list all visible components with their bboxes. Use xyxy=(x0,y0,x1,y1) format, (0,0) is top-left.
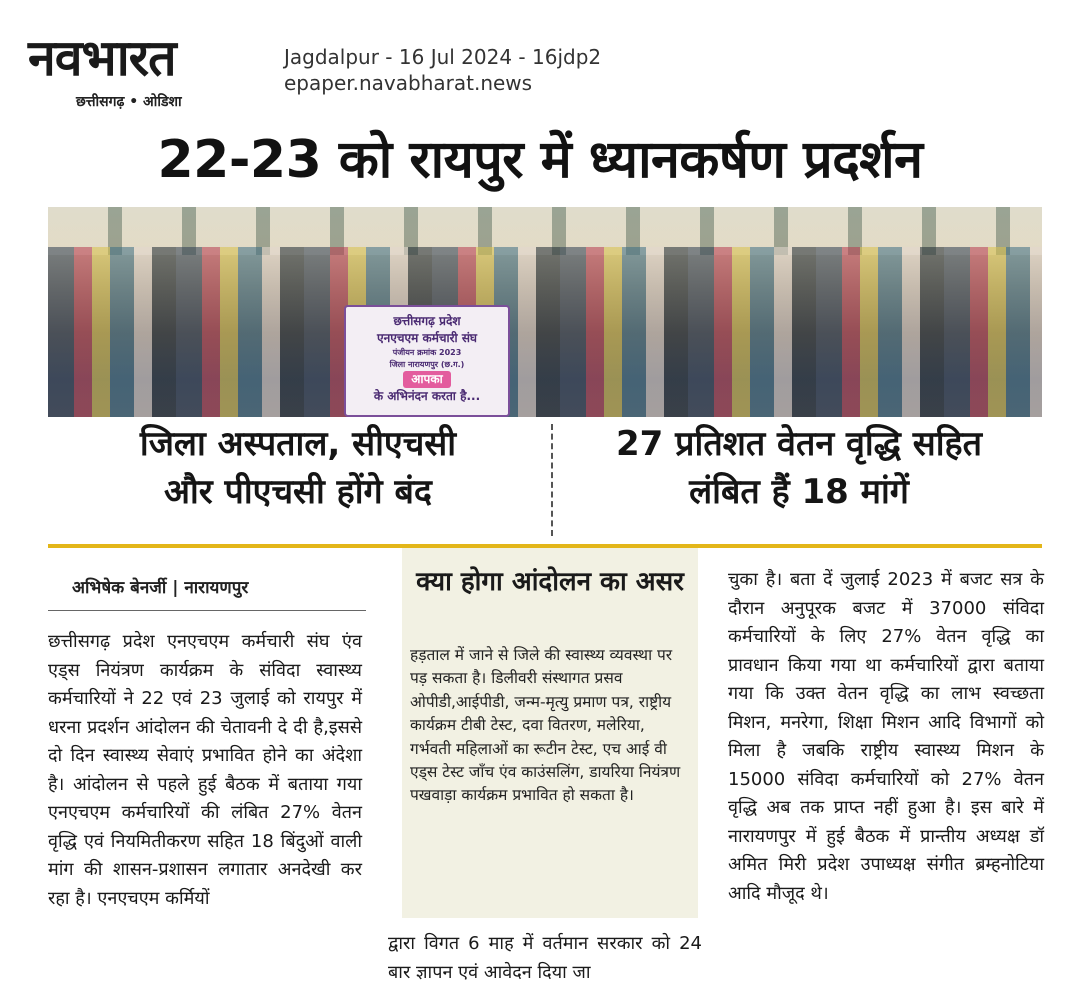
banner-line: के अभिनंदन करता है... xyxy=(373,389,481,403)
subheadline-line: जिला अस्पताल, सीएचसी xyxy=(139,424,457,464)
banner-line: आपका xyxy=(403,371,450,388)
subheadline-left xyxy=(48,420,548,516)
photo-crowd xyxy=(48,247,1042,417)
subheadline-line: और पीएचसी होंगे बंद xyxy=(164,472,432,512)
subheadline-line: लंबित हैं 18 मांगें xyxy=(689,472,909,512)
newspaper-region: छत्तीसगढ़ • ओडिशा xyxy=(76,94,182,110)
epaper-url: epaper.navabharat.news xyxy=(284,71,533,95)
sidebar-box-text: हड़ताल में जाने से जिले की स्वास्थ्य व्यवस्था पर पड़ सकता है। डिलीवरी संस्थागत प्रसव ओपीडी,आईपीडी, जन्म-मृत्यु प्रमाण पत्र, राष्ट्रीय कार्यक्रम टीबी टेस्ट, दवा वितरण, मलेरिया, गर्भवती महिलाओं का रूटीन टेस्ट, एच आई वी एड्स टेस्ट जाँच एंव काउंसलिंग, डायरिया नियंत्रण पखवाड़ा कार्यक्रम प्रभावित हो सकता है। xyxy=(410,646,681,805)
edition-line: Jagdalpur - 16 Jul 2024 - 16jdp2 xyxy=(284,45,602,69)
page-headline: 22-23 को रायपुर में ध्यानकर्षण प्रदर्शन xyxy=(157,130,923,190)
banner-line: एनएचएम कर्मचारी संघ xyxy=(376,331,478,345)
banner-line: पंजीयन क्रमांक 2023 xyxy=(392,348,462,357)
edition-info xyxy=(284,44,601,96)
article-column-left: छत्तीसगढ़ प्रदेश एनएचएम कर्मचारी संघ एंव एड्स नियंत्रण कार्यक्रम के संविदा स्वास्थ्य कर्मचारियों ने 22 एवं 23 जुलाई को रायपुर में धरना प्रदर्शन आंदोलन की चेतावनी दे दी है,इससे दो दिन स्वास्थ्य सेवाएं प्रभावित होने का अंदेशा है। आंदोलन से पहले हुई बैठक में बताया गया एनएचएम कर्मचारियों की लंबित 27% वेतन वृद्धि एवं नियमितीकरण सहित 18 बिंदुओं वाली मांग की शासन-प्रशासन लगातार अनदेखी कर रहा है। एनएचएम कर्मियों xyxy=(48,631,362,909)
newspaper-logo: नवभारत xyxy=(28,29,176,87)
sidebar-box xyxy=(402,548,698,918)
byline-rule xyxy=(48,610,366,611)
sidebar-box-title: क्या होगा आंदोलन का असर xyxy=(416,567,684,597)
banner-line: जिला नारायणपुर (छ.ग.) xyxy=(389,360,465,369)
group-photo xyxy=(48,207,1042,417)
column-divider xyxy=(551,424,553,536)
article-column-middle: द्वारा विगत 6 माह में वर्तमान सरकार को 24 बार ज्ञापन एवं आवेदन दिया जा xyxy=(388,933,702,983)
banner-line: छत्तीसगढ़ प्रदेश xyxy=(393,314,461,328)
newspaper-masthead xyxy=(22,30,270,112)
subheadline-right xyxy=(556,420,1042,516)
byline: अभिषेक बेनर्जी | नारायणपुर xyxy=(72,578,249,598)
article-column-right: चुका है। बता दें जुलाई 2023 में बजट सत्र के दौरान अनुपूरक बजट में 37000 संविदा कर्मचारियों के लिए 27% वेतन वृद्धि का प्रावधान किया गया था कर्मचारियों द्वारा बताया गया कि उक्त वेतन वृद्धि का लाभ स्वच्छता मिशन, मनरेगा, शिक्षा मिशन आदि विभागों को मिला है जबकि राष्ट्रीय स्वास्थ्य मिशन के 15000 संविदा कर्मचारियों को 27% वेतन वृद्धि अब तक प्राप्त नहीं हुआ है। इस बारे में नारायणपुर में हुई बैठक में प्रान्तीय अध्यक्ष डॉ अमित मिरी प्रदेश उपाध्यक्ष संगीत ब्रम्हनोटिया आदि मौजूद थे। xyxy=(728,569,1044,904)
subheadline-line: 27 प्रतिशत वेतन वृद्धि सहित xyxy=(616,424,982,464)
protest-banner xyxy=(344,305,510,417)
